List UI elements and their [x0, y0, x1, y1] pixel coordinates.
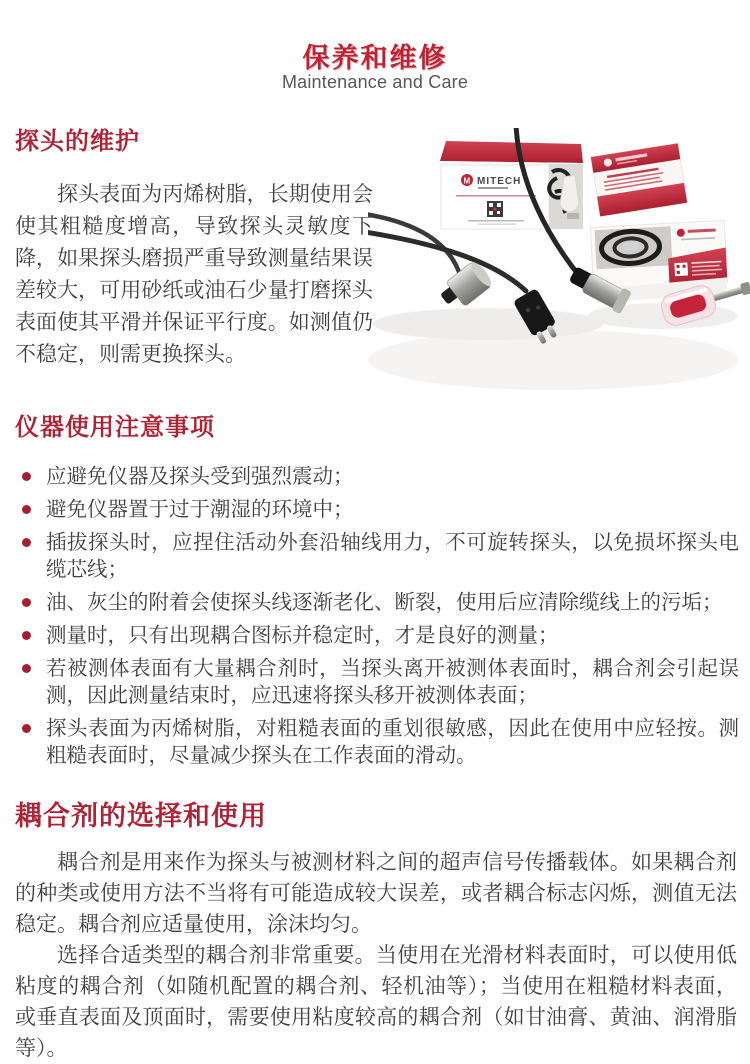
- list-item-text: 探头表面为丙烯树脂，对粗糙表面的重划很敏感，因此在使用中应轻按。测粗糙表面时，尽量减少探头在工作表面的滑动。: [46, 717, 739, 767]
- bullet-dot-icon: [22, 724, 31, 733]
- brand-wordmark: MITECH: [477, 176, 522, 187]
- list-item-text: 插拔探头时，应捏住活动外套沿轴线用力，不可旋转探头，以免损坏探头电缆芯线；: [46, 531, 739, 581]
- list-item-text: 若被测体表面有大量耦合剂时，当探头离开被测体表面时，耦合剂会引起误测，因此测量结束时，应迅速将探头移开被测体表面；: [46, 657, 739, 707]
- list-item: [15, 496, 739, 523]
- qr-code-icon: [487, 201, 503, 217]
- list-item: [15, 589, 739, 616]
- product-photo-illustration: [368, 128, 750, 403]
- list-item: [15, 655, 739, 709]
- list-item-text: 避免仪器置于过于潮湿的环境中；: [46, 498, 354, 521]
- couplant-paragraph: 耦合剂是用来作为探头与被测材料之间的超声信号传播载体。如果耦合剂的种类或使用方法不当将有可能造成较大误差，或者耦合标志闪烁，测值无法稳定。耦合剂应适量使用，涂沫均匀。: [15, 851, 737, 936]
- couplant-text: [15, 847, 737, 1064]
- bullet-dot-icon: [22, 538, 31, 547]
- section-heading-probe-care: 探头的维护: [15, 128, 140, 155]
- section-heading-usage-notes: 仪器使用注意事项: [15, 414, 215, 441]
- list-item: [15, 463, 739, 490]
- bullet-dot-icon: [22, 631, 31, 640]
- probe-care-paragraph: 探头表面为丙烯树脂，长期使用会使其粗糙度增高，导致探头灵敏度下降，如果探头磨损严重导致测量结果误差较大，可用砂纸或油石少量打磨探头表面使其平滑并保证平行度。如测值仍不稳定，则需更换探头。: [15, 183, 373, 366]
- box-back: [591, 143, 687, 216]
- usage-notes-list: [15, 463, 739, 775]
- svg-text:M: M: [463, 176, 471, 186]
- list-item: [15, 529, 739, 583]
- page-title: 保养和维修: [302, 43, 448, 73]
- list-item-text: 应避免仪器及探头受到强烈震动；: [46, 465, 354, 488]
- bullet-dot-icon: [22, 472, 31, 481]
- bullet-dot-icon: [22, 505, 31, 514]
- couplant-paragraph: 选择合适类型的耦合剂非常重要。当使用在光滑材料表面时，可以使用低粘度的耦合剂（如随机配置的耦合剂、轻机油等）；当使用在粗糙材料表面，或垂直表面及顶面时，需要使用粘度较高的耦合剂（如甘油膏、黄油、润滑脂等）。: [15, 944, 737, 1060]
- box-front: [440, 141, 583, 229]
- list-item-text: 测量时，只有出现耦合图标并稳定时，才是良好的测量；: [46, 624, 559, 647]
- bullet-dot-icon: [22, 598, 31, 607]
- list-item: [15, 622, 739, 649]
- product-photo: [368, 128, 750, 403]
- qr-code-small-icon: [674, 262, 688, 276]
- section-heading-couplant: 耦合剂的选择和使用: [15, 801, 267, 831]
- list-item-text: 油、灰尘的附着会使探头线逐渐老化、断裂，使用后应清除缆线上的污垢；: [46, 591, 723, 614]
- list-item: [15, 715, 739, 769]
- page-subtitle: Maintenance and Care: [281, 72, 469, 92]
- bullet-dot-icon: [22, 664, 31, 673]
